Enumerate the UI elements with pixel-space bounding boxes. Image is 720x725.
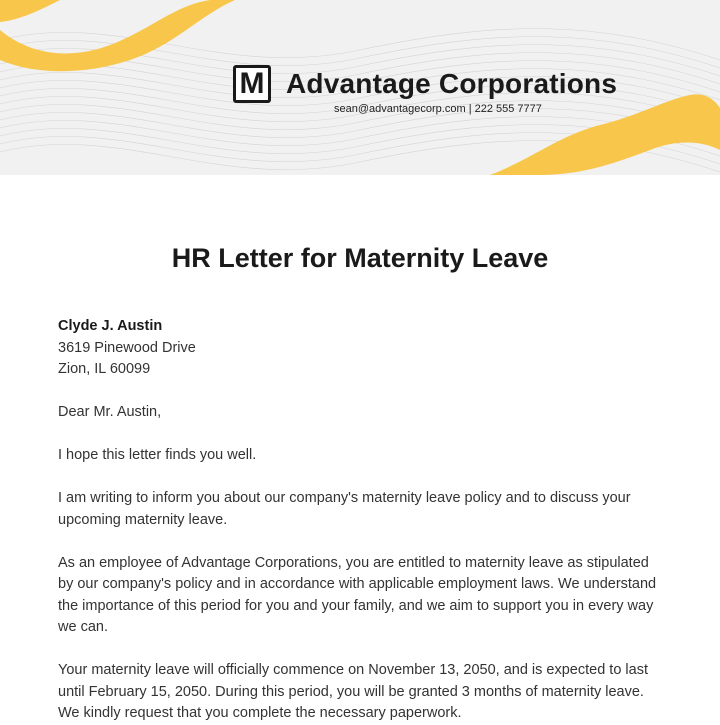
company-contact: sean@advantagecorp.com | 222 555 7777 — [334, 103, 542, 115]
company-brand — [233, 62, 617, 106]
paragraph: I am writing to inform you about our company's maternity leave policy and to discuss your upcoming maternity leave. — [58, 490, 631, 528]
recipient-name: Clyde J. Austin — [58, 318, 163, 334]
recipient-address-line2: Zion, IL 60099 — [58, 361, 151, 377]
salutation: Dear Mr. Austin, — [58, 404, 162, 420]
letter-title: HR Letter for Maternity Leave — [171, 243, 549, 273]
company-name: Advantage Corporations — [286, 68, 618, 99]
paragraph: Your maternity leave will officially commence on November 13, 2050, and is expected to last until February 15, 2050. During this period, you will be granted 3 months of maternity leave. We kindly request that you complete the necessary paperwork. — [58, 662, 648, 721]
letterhead-banner — [0, 0, 720, 175]
recipient-address-line1: 3619 Pinewood Drive — [58, 339, 196, 356]
letter-body — [58, 316, 668, 725]
paragraph: I hope this letter finds you well. — [58, 447, 257, 463]
company-logo-icon: M — [233, 65, 271, 103]
paragraph: As an employee of Advantage Corporations, you are entitled to maternity leave as stipulated by our company's policy and in accordance with applicable employment laws. We understand the importance of this period for you and your family, and we aim to support you in every way we can. — [58, 554, 657, 635]
